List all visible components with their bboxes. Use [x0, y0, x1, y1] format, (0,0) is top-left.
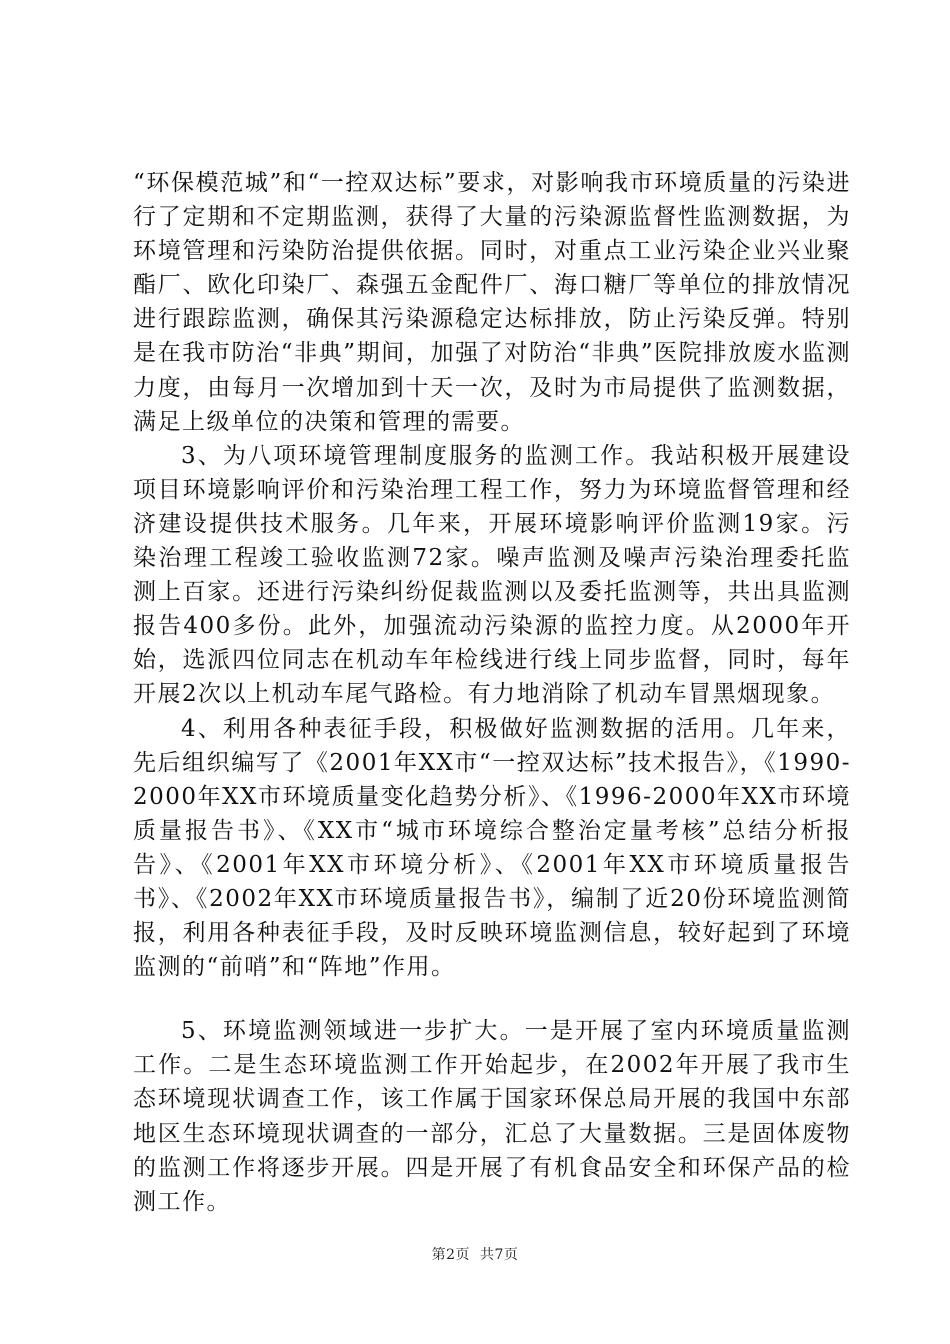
page-footer [0, 1244, 950, 1264]
paragraph-item-4: 4、利用各种表征手段，积极做好监测数据的活用。几年来，先后组织编写了《2001年XX市“一控双达标”技术报告》，《1990-2000年XX市环境质量变化趋势分析》、《1996-2000年XX市环境质量报告书》、《XX市“城市环境综合整治定量考核”总结分析报告》、《2001年XX市环境分析》、《2001年XX市环境质量报告书》、《2002年XX市环境质量报告书》，编制了近20份环境监测简报，利用各种表征手段，及时反映环境监测信息，较好起到了环境监测的“前哨”和“阵地”作用。 [133, 715, 851, 981]
document-body [133, 166, 851, 1219]
paragraph-item-5: 5、环境监测领域进一步扩大。一是开展了室内环境质量监测工作。二是生态环境监测工作开始起步，在2002年开展了我市生态环境现状调查工作，该工作属于国家环保总局开展的我国中东部地区生态环境现状调查的一部分，汇总了大量数据。三是固体废物的监测工作将逐步开展。四是开展了有机食品安全和环保产品的检测工作。 [133, 1018, 851, 1215]
page-number: 第2页 [431, 1247, 470, 1263]
page-total: 共7页 [480, 1247, 519, 1263]
paragraph-monitoring-continued: “环保模范城”和“一控双达标”要求，对影响我市环境质量的污染进行了定期和不定期监测，获得了大量的污染源监督性监测数据，为环境管理和污染防治提供依据。同时，对重点工业污染企业兴业聚酯厂、欧化印染厂、森强五金配件厂、海口糖厂等单位的排放情况进行跟踪监测，确保其污染源稳定达标排放，防止污染反弹。特别是在我市防治“非典”期间，加强了对防治“非典”医院排放废水监测力度，由每月一次增加到十天一次，及时为市局提供了监测数据，满足上级单位的决策和管理的需要。 [133, 170, 851, 435]
paragraph-item-3: 3、为八项环境管理制度服务的监测工作。我站积极开展建设项目环境影响评价和污染治理工程工作，努力为环境监督管理和经济建设提供技术服务。几年来，开展环境影响评价监测19家。污染治理工程竣工验收监测72家。噪声监测及噪声污染治理委托监测上百家。还进行污染纠纷促裁监测以及委托监测等，共出具监测报告400多份。此外，加强流动污染源的监控力度。从2000年开始，选派四位同志在机动车年检线进行线上同步监督，同时，每年开展2次以上机动车尾气路检。有力地消除了机动车冒黑烟现象。 [133, 442, 851, 708]
